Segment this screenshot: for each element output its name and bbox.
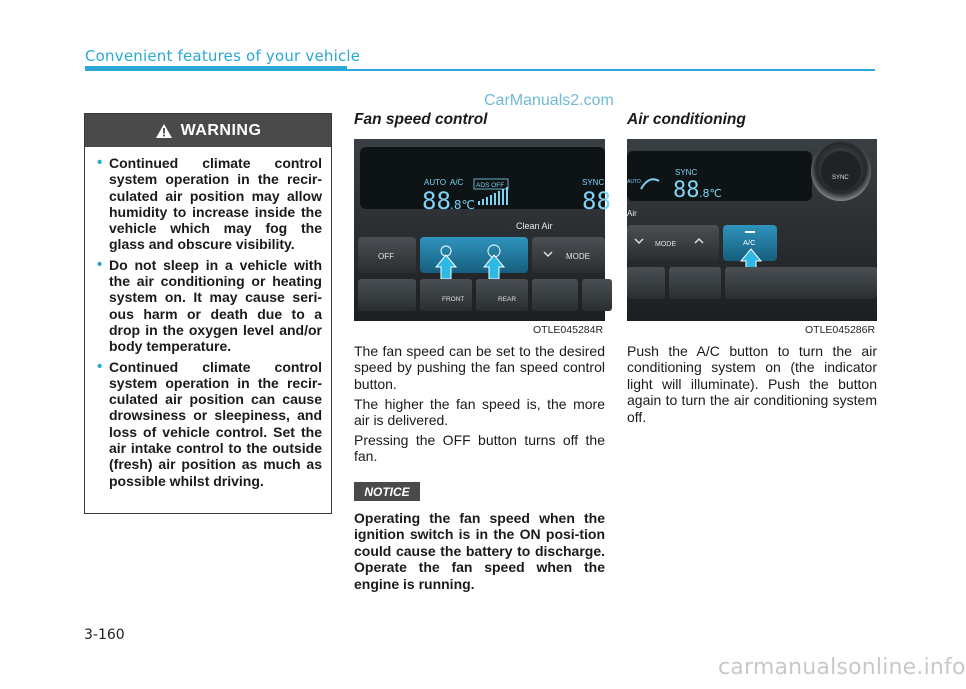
notice-text: Operating the fan speed when the ignition switch is in the ON posi-tion could cause the battery to discharge. Operate the fan speed when the engine is running. (354, 510, 605, 592)
display-ads-label: ADS OFF (476, 182, 505, 189)
header-rule-thick (85, 66, 347, 71)
air-conditioning-paragraph: Push the A/C button to turn the air conditioning system on (the indicator light will illuminate). Push the button again to turn the air conditioning system off. (627, 343, 877, 425)
warning-triangle-icon (155, 123, 173, 139)
knob-sync-label: SYNC (832, 175, 849, 181)
page-number: 3-160 (84, 627, 125, 643)
rear-label: REAR (498, 296, 517, 303)
air-conditioning-photo (627, 139, 877, 321)
fan-speed-paragraph-3: Pressing the OFF button turns off the fan. (354, 432, 605, 465)
warning-list (85, 147, 331, 489)
display-temp: 88 (673, 178, 700, 203)
mode-label: MODE (655, 241, 676, 248)
warning-item: • Continued climate control system operation in the recir-culated air position can cause drowsiness or sleepiness, and loss of vehicle control. Set the air intake control to the outside (fresh) air position as much as possible whilst driving. (99, 359, 322, 489)
recirculation-button[interactable] (627, 267, 665, 299)
air-conditioning-title: Air conditioning (627, 111, 746, 128)
display-sync-label: SYNC (675, 168, 698, 177)
display-auto-label: AUTO (424, 178, 447, 187)
fan-speed-image-code: OTLE045284R (533, 324, 604, 336)
notice-badge: NOTICE (354, 482, 420, 501)
warning-item: • Continued climate control system operation in the recir-culated air position may allow humidity to increase inside the vehicle which may fog the glass and obscure visibility. (99, 155, 322, 253)
air-label: Air (627, 209, 637, 218)
ac-panel-illustration (627, 139, 877, 321)
rear-defrost-button[interactable] (476, 279, 528, 311)
clean-air-label: Clean Air (516, 221, 553, 231)
ac-button-label: A/C (743, 238, 756, 247)
fan-speed-paragraph-2: The higher the fan speed is, the more air is delivered. (354, 396, 605, 429)
header-rule-thin (347, 69, 875, 71)
fresh-air-button[interactable] (669, 267, 721, 299)
warning-header (85, 114, 331, 147)
display-temp-right: 88 (582, 187, 611, 215)
watermark-bottom: carmanualsonline.info (718, 655, 966, 680)
fan-speed-button[interactable] (420, 237, 528, 273)
fan-speed-paragraph-1: The fan speed can be set to the desired speed by pushing the fan speed control button. (354, 343, 605, 392)
warning-box (84, 113, 332, 514)
warning-item: • Do not sleep in a vehicle with the air conditioning or heating system on. It may cause seri-ous harm or death due to a drop in the oxygen level and/or body temperature. (99, 257, 322, 355)
climate-panel-illustration (354, 139, 611, 321)
ac-indicator-light (745, 231, 755, 233)
air-conditioning-image-code: OTLE045286R (805, 324, 876, 336)
front-defrost-button[interactable] (420, 279, 472, 311)
mode-button-label: MODE (566, 252, 590, 261)
display-temp-left: 88 (422, 187, 451, 215)
front-label: FRONT (442, 296, 465, 303)
display-unit: .8℃ (699, 187, 722, 200)
display-unit-left: .8℃ (450, 198, 475, 212)
off-button-label: OFF (378, 252, 394, 261)
watermark-top: CarManuals2.com (484, 92, 614, 109)
fan-speed-title: Fan speed control (354, 111, 488, 128)
display-ac-label: A/C (450, 178, 464, 187)
recirculation-button[interactable] (532, 279, 578, 311)
display-sync-label: SYNC (582, 178, 605, 187)
warning-title: WARNING (180, 121, 262, 139)
fan-speed-photo (354, 139, 611, 321)
display-auto-label: AUTO (627, 179, 641, 185)
section-header-title: Convenient features of your vehicle (85, 47, 361, 65)
